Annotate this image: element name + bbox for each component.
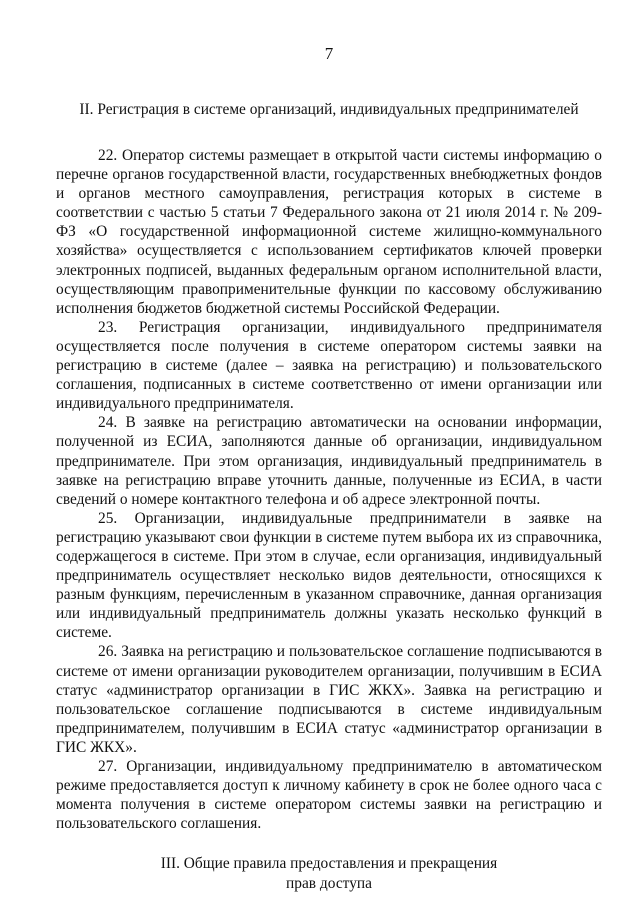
paragraph-22: 22. Оператор системы размещает в открытой части системы информацию о перечне органов государственной власти, государственных внебюджетных фондов и органов местного самоуправления, регистрация которых в системе в соответствии с частью 5 статьи 7 Федерального закона от 21 июля 2014 г. № 209-ФЗ «О государственной информационной системе жилищно-коммунального хозяйства» осуществляется с использованием сертификатов ключей проверки электронных подписей, выданных федеральным органом исполнительной власти, осуществляющим правоприменительные функции по кассовому обслуживанию исполнения бюджетов бюджетной системы Российской Федерации.: [56, 147, 602, 317]
paragraph-25: 25. Организации, индивидуальные предприниматели в заявке на регистрацию указывают свои функции в системе путем выбора их из справочника, содержащегося в системе. При этом в случае, если организация, индивидуальный предприниматель осуществляет несколько видов деятельности, относящихся к разным функциям, перечисленным в указанном справочнике, данная организация или индивидуальный предприниматель должны указать несколько функций в системе.: [56, 509, 602, 642]
section-3-heading: [56, 854, 602, 894]
paragraph-27: 27. Организации, индивидуальному предпринимателю в автоматическом режиме предоставляется доступ к личному кабинету в срок не более одного часа с момента получения в системе оператором системы заявки на регистрацию и пользовательского соглашения.: [56, 758, 602, 833]
section-3-heading-line-2: прав доступа: [286, 875, 372, 893]
page-number: 7: [324, 44, 334, 63]
paragraph-26: 26. Заявка на регистрацию и пользовательское соглашение подписываются в системе от имени организации руководителем организации, получившим в ЕСИА статус «администратор организации в ГИС ЖКХ». Заявка на регистрацию и пользовательское соглашение подписываются в системе индивидуальным предпринимателем, получившим в ЕСИА статус «администратор организации в ГИС ЖКХ».: [56, 643, 602, 756]
section-3-heading-line-1: III. Общие правила предоставления и прекращения: [160, 855, 498, 873]
paragraph-23: 23. Регистрация организации, индивидуального предпринимателя осуществляется после получения в системе оператором системы заявки на регистрацию в системе (далее – заявка на регистрацию) и пользовательского соглашения, подписанных в системе соответственно от имени организации или индивидуального предпринимателя.: [56, 318, 602, 413]
section-2-heading: II. Регистрация в системе организаций, индивидуальных предпринимателей: [79, 101, 579, 118]
paragraph-24: 24. В заявке на регистрацию автоматически на основании информации, полученной из ЕСИА, заполняются данные об организации, индивидуальном предпринимателе. При этом организация, индивидуальный предприниматель в заявке на регистрацию вправе уточнить данные, полученные из ЕСИА, в части сведений о номере контактного телефона и об адресе электронной почты.: [56, 414, 602, 508]
